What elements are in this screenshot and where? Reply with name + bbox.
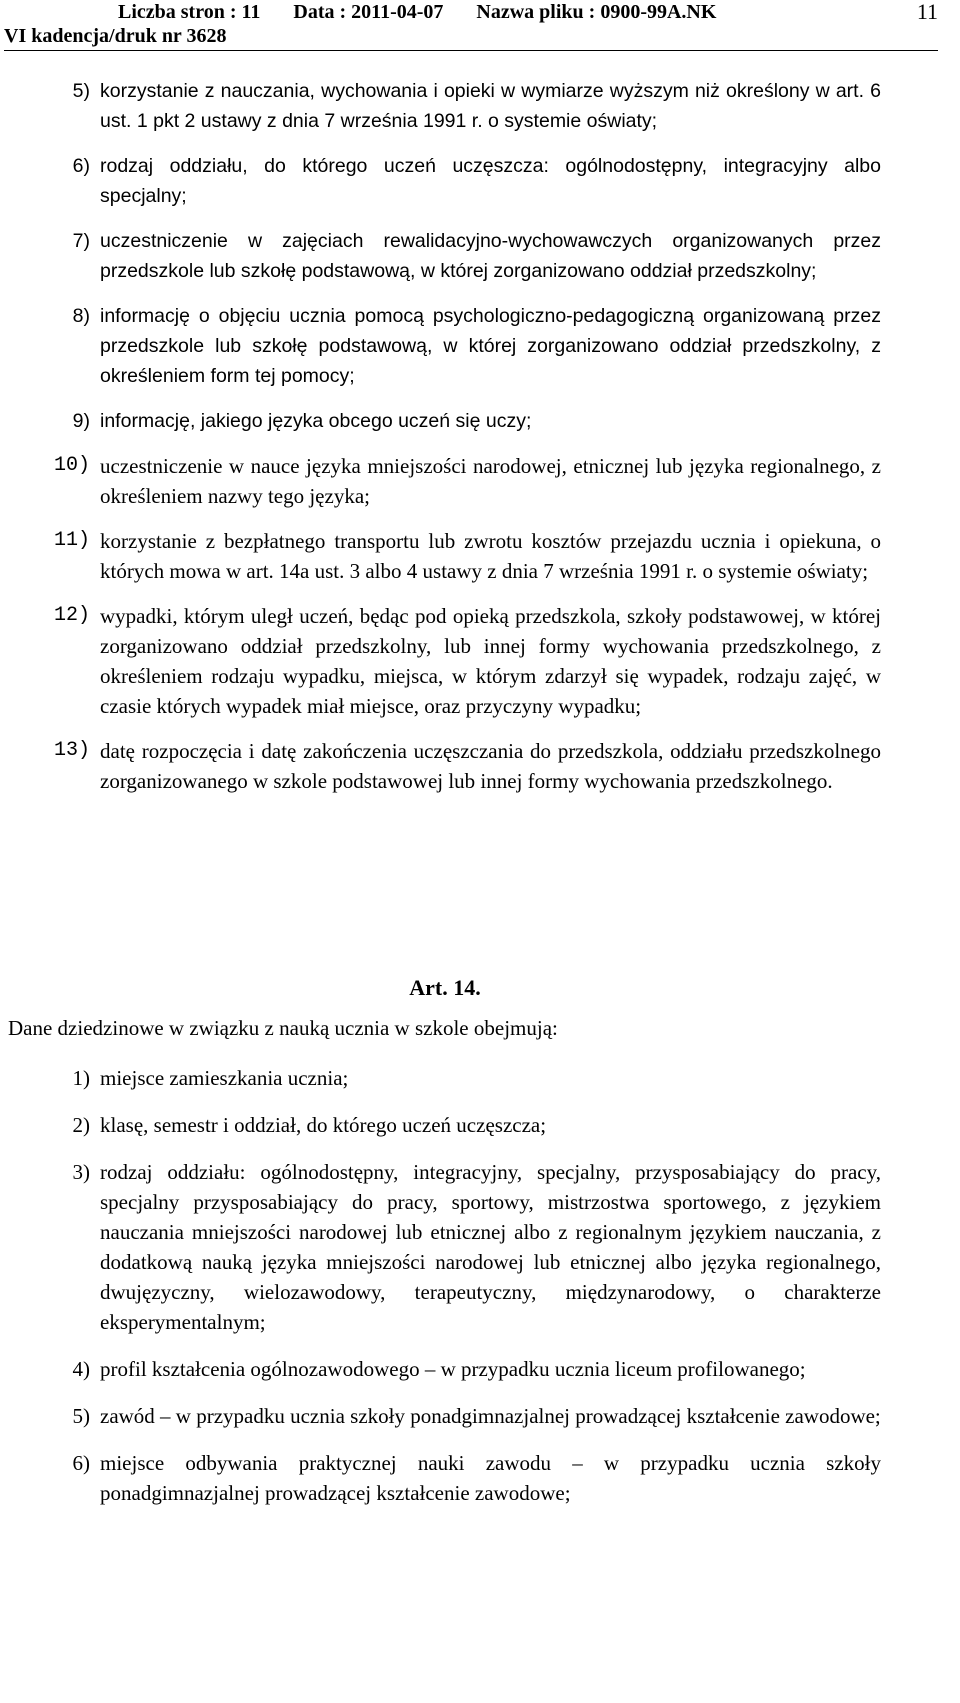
list-item: [0, 76, 881, 136]
item-text: zawód – w przypadku ucznia szkoły ponadgimnazjalnej prowadzącej kształcenie zawodowe;: [100, 1404, 881, 1428]
list-item: [0, 601, 881, 721]
item-text: korzystanie z bezpłatnego transportu lub zwrotu kosztów przejazdu ucznia i opiekuna, o których mowa w art. 14a ust. 3 albo 4 ustawy z dnia 7 września 1991 r. o systemie oświaty;: [100, 529, 881, 583]
item-number: 8): [72, 305, 90, 327]
list-item: [0, 1401, 881, 1431]
header-meta-row: [118, 0, 744, 24]
item-number: 13): [53, 739, 90, 762]
item-text: uczestniczenie w zajęciach rewalidacyjno-wychowawczych organizowanych przez przedszkole lub szkołę podstawową, w której zorganizowano oddział przedszkolny;: [100, 230, 881, 282]
item-text: informację o objęciu ucznia pomocą psychologiczno-pedagogiczną organizowaną przez przedszkole lub szkołę podstawową, w której zorganizowano oddział przedszkolny, z określeniem form tej pomocy;: [100, 305, 881, 387]
list-item: [0, 1157, 881, 1337]
item-number: 6): [72, 155, 90, 177]
item-text: wypadki, którym uległ uczeń, będąc pod opieką przedszkola, szkoły podstawowej, w której zorganizowano oddział przedszkolny, lub innej formy wychowania przedszkolnego, z określeniem rodzaju wypadku, miejsca, w którym zdarzył się wypadek, rodzaju zajęć, w czasie których wypadek miał miejsce, oraz przyczyny wypadku;: [100, 604, 881, 718]
document-date: Data : 2011-04-07: [293, 1, 444, 23]
item-number: 11): [53, 529, 90, 552]
page-count: Liczba stron : 11: [118, 1, 261, 23]
item-number: 10): [53, 454, 90, 477]
item-text: korzystanie z nauczania, wychowania i opieki w wymiarze wyższym niż określony w art. 6 ust. 1 pkt 2 ustawy z dnia 7 września 1991 r. o systemie oświaty;: [100, 80, 881, 132]
item-number: 5): [72, 80, 90, 102]
item-number: 3): [72, 1160, 90, 1184]
list-item: [0, 406, 881, 436]
list-item: [0, 226, 881, 286]
item-text: uczestniczenie w nauce języka mniejszości narodowej, etnicznej lub języka regionalnego, z określeniem nazwy tego języka;: [100, 454, 881, 508]
page-number: 11: [916, 0, 938, 24]
item-number: 4): [72, 1357, 90, 1381]
list-item: [0, 736, 881, 796]
article-title: Art. 14.: [409, 975, 481, 1000]
item-number: 5): [72, 1404, 90, 1428]
item-text: miejsce odbywania praktycznej nauki zawodu – w przypadku ucznia szkoły ponadgimnazjalnej prowadzącej kształcenie zawodowe;: [100, 1451, 881, 1505]
file-name: Nazwa pliku : 0900-99A.NK: [476, 1, 717, 23]
item-number: 2): [72, 1113, 90, 1137]
point-list-1: [0, 76, 960, 811]
item-number: 9): [72, 410, 90, 432]
list-item: [0, 1110, 881, 1140]
item-text: profil kształcenia ogólnozawodowego – w przypadku ucznia liceum profilowanego;: [100, 1357, 806, 1381]
item-number: 7): [72, 230, 90, 252]
item-text: miejsce zamieszkania ucznia;: [100, 1066, 349, 1090]
document-header: [4, 0, 938, 51]
list-item: [0, 451, 881, 511]
item-text: rodzaj oddziału: ogólnodostępny, integracyjny, specjalny, przysposabiający do pracy, specjalny przysposabiający do pracy, sportowy, mistrzostwa sportowego, z językiem nauczania mniejszości narodowej lub etnicznej albo z regionalnym językiem nauczania, z dodatkową nauką języka mniejszości narodowej lub etnicznej albo języka regionalnego, dwujęzyczny, wielozawodowy, terapeutyczny, międzynarodowy, o charakterze eksperymentalnym;: [100, 1160, 881, 1334]
item-number: 12): [53, 604, 90, 627]
point-list-2: [0, 1063, 960, 1525]
item-number: 6): [72, 1451, 90, 1475]
item-text: klasę, semestr i oddział, do którego uczeń uczęszcza;: [100, 1113, 547, 1137]
item-number: 1): [72, 1066, 90, 1090]
item-text: datę rozpoczęcia i datę zakończenia uczęszczania do przedszkola, oddziału przedszkolnego zorganizowanego w szkole podstawowej lub innej formy wychowania przedszkolnego.: [100, 739, 881, 793]
item-text: informację, jakiego języka obcego uczeń się uczy;: [100, 410, 532, 432]
article-intro: Dane dziedzinowe w związku z nauką ucznia w szkole obejmują:: [8, 1016, 558, 1040]
list-item: [0, 1354, 881, 1384]
item-text: rodzaj oddziału, do którego uczeń uczęszcza: ogólnodostępny, integracyjny albo specjalny;: [100, 155, 881, 207]
list-item: [0, 151, 881, 211]
print-number: VI kadencja/druk nr 3628: [4, 25, 227, 47]
list-item: [0, 526, 881, 586]
list-item: [0, 301, 881, 391]
list-item: [0, 1448, 881, 1508]
list-item: [0, 1063, 881, 1093]
